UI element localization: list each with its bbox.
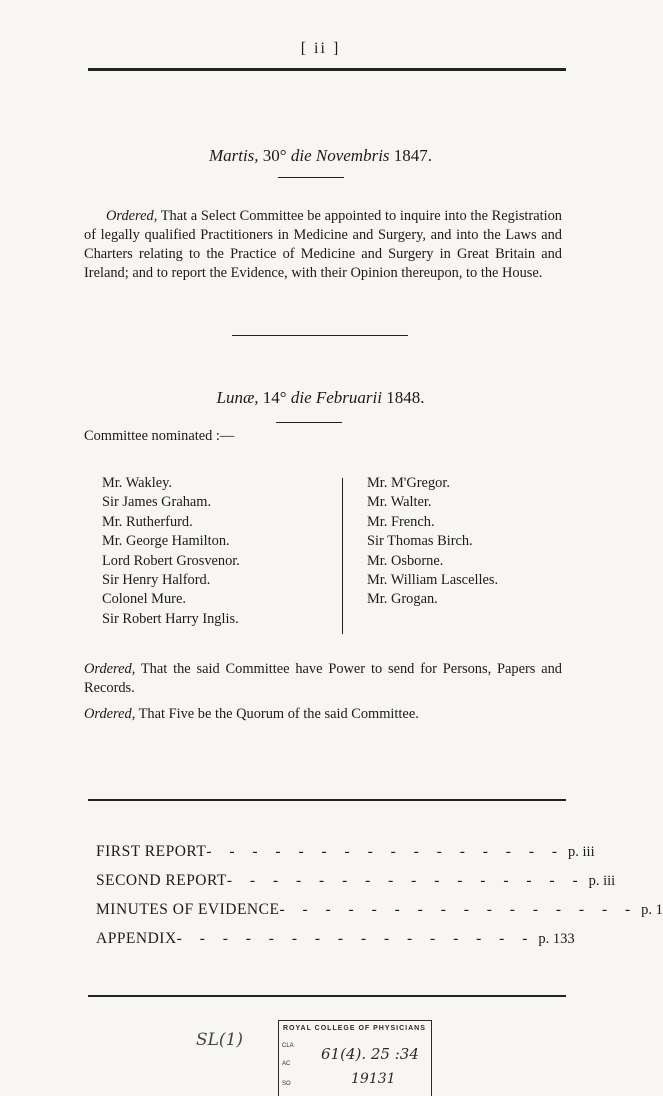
leader-dots: - - - - - - - - - - - - - - - - <box>176 930 535 947</box>
leader-dots: - - - - - - - - - - - - - - - - <box>226 872 585 889</box>
member-name: Sir James Graham. <box>102 494 212 511</box>
member-name: Mr. Wakley. <box>102 475 172 491</box>
contents-label: FIRST REPORT <box>96 843 207 860</box>
contents-label: SECOND REPORT <box>96 872 227 889</box>
member-name: Mr. William Lascelles. <box>367 572 499 589</box>
stamp-side-label: AC <box>282 1061 291 1067</box>
date-prefix: Lunæ, <box>216 388 259 407</box>
contents-page: p. 133 <box>538 931 575 947</box>
date-suffix: die Februarii <box>290 388 382 407</box>
contents-row <box>96 901 663 919</box>
ordered-word: Ordered, <box>106 208 158 224</box>
contents-label: MINUTES OF EVIDENCE <box>96 901 280 918</box>
members-left-column <box>102 474 240 629</box>
resolution-2-date <box>0 388 641 408</box>
short-rule-1 <box>278 177 344 178</box>
member-name: Mr. Walter. <box>367 494 432 511</box>
member-name: Sir Henry Halford. <box>102 572 211 589</box>
order-1 <box>84 660 562 698</box>
member-name: Lord Robert Grosvenor. <box>102 552 240 569</box>
member-name: Mr. M'Gregor. <box>367 475 450 491</box>
member-name: Mr. Osborne. <box>367 552 444 569</box>
leader-dots: - - - - - - - - - - - - - - - - <box>206 843 565 860</box>
column-divider <box>342 478 343 634</box>
date-day: 30° <box>262 146 287 165</box>
order-2 <box>84 705 562 724</box>
contents-label: APPENDIX <box>96 930 177 947</box>
short-rule-2 <box>276 422 342 423</box>
member-name: Mr. Rutherfurd. <box>102 513 193 530</box>
ordered-word: Ordered, <box>84 706 136 722</box>
stamp-side-label: CLA <box>282 1043 294 1049</box>
shelf-mark: SL(1) <box>196 1030 244 1050</box>
stamp-handwriting: 61(4). 25 :34 <box>321 1045 419 1063</box>
order-body: That the said Committee have Power to send for Persons, Papers and Records. <box>84 661 562 696</box>
contents-top-rule <box>88 799 566 801</box>
contents-page: p. iii <box>568 844 595 860</box>
contents-page: p. iii <box>588 873 616 889</box>
committee-label: Committee nominated :— <box>84 428 235 444</box>
member-name: Mr. French. <box>367 513 435 530</box>
date-year: 1847. <box>393 146 433 165</box>
member-name: Sir Robert Harry Inglis. <box>102 610 239 627</box>
resolution-1-date <box>0 146 641 166</box>
library-stamp <box>278 1020 432 1096</box>
leader-dots: - - - - - - - - - - - - - - - - <box>279 901 638 918</box>
stamp-side-label: SO <box>282 1081 291 1087</box>
contents-row <box>96 872 616 890</box>
member-name: Mr. George Hamilton. <box>102 533 230 550</box>
contents-page: p. 1 <box>641 902 663 918</box>
member-name: Colonel Mure. <box>102 591 186 608</box>
stamp-header: ROYAL COLLEGE OF PHYSICIANS <box>283 1025 426 1032</box>
resolution-body: That a Select Committee be appointed to inquire into the Registration of legally qualified Practitioners in Medicine and Surgery, and into the Laws and Charters relating to the Practice of Medicine and Surgery in Great Britain and Ireland; and to report the Evidence, with their Opinion thereupon, to the House. <box>84 208 562 281</box>
member-name: Sir Thomas Birch. <box>367 533 473 550</box>
resolution-1-text <box>84 207 562 283</box>
stamp-handwriting: 19131 <box>351 1071 396 1087</box>
date-day: 14° <box>262 388 287 407</box>
members-right-column <box>367 474 498 610</box>
section-divider <box>232 335 408 336</box>
date-prefix: Martis, <box>208 146 259 165</box>
date-year: 1848. <box>386 388 425 407</box>
order-body: That Five be the Quorum of the said Committee. <box>138 706 419 722</box>
page-number: [ ii ] <box>300 40 341 57</box>
date-suffix: die Novembris <box>290 146 390 165</box>
contents-bottom-rule <box>88 995 566 997</box>
top-rule <box>88 68 566 71</box>
contents-row <box>96 930 575 948</box>
member-name: Mr. Grogan. <box>367 591 438 608</box>
contents-row <box>96 843 595 861</box>
ordered-word: Ordered, <box>84 661 136 677</box>
